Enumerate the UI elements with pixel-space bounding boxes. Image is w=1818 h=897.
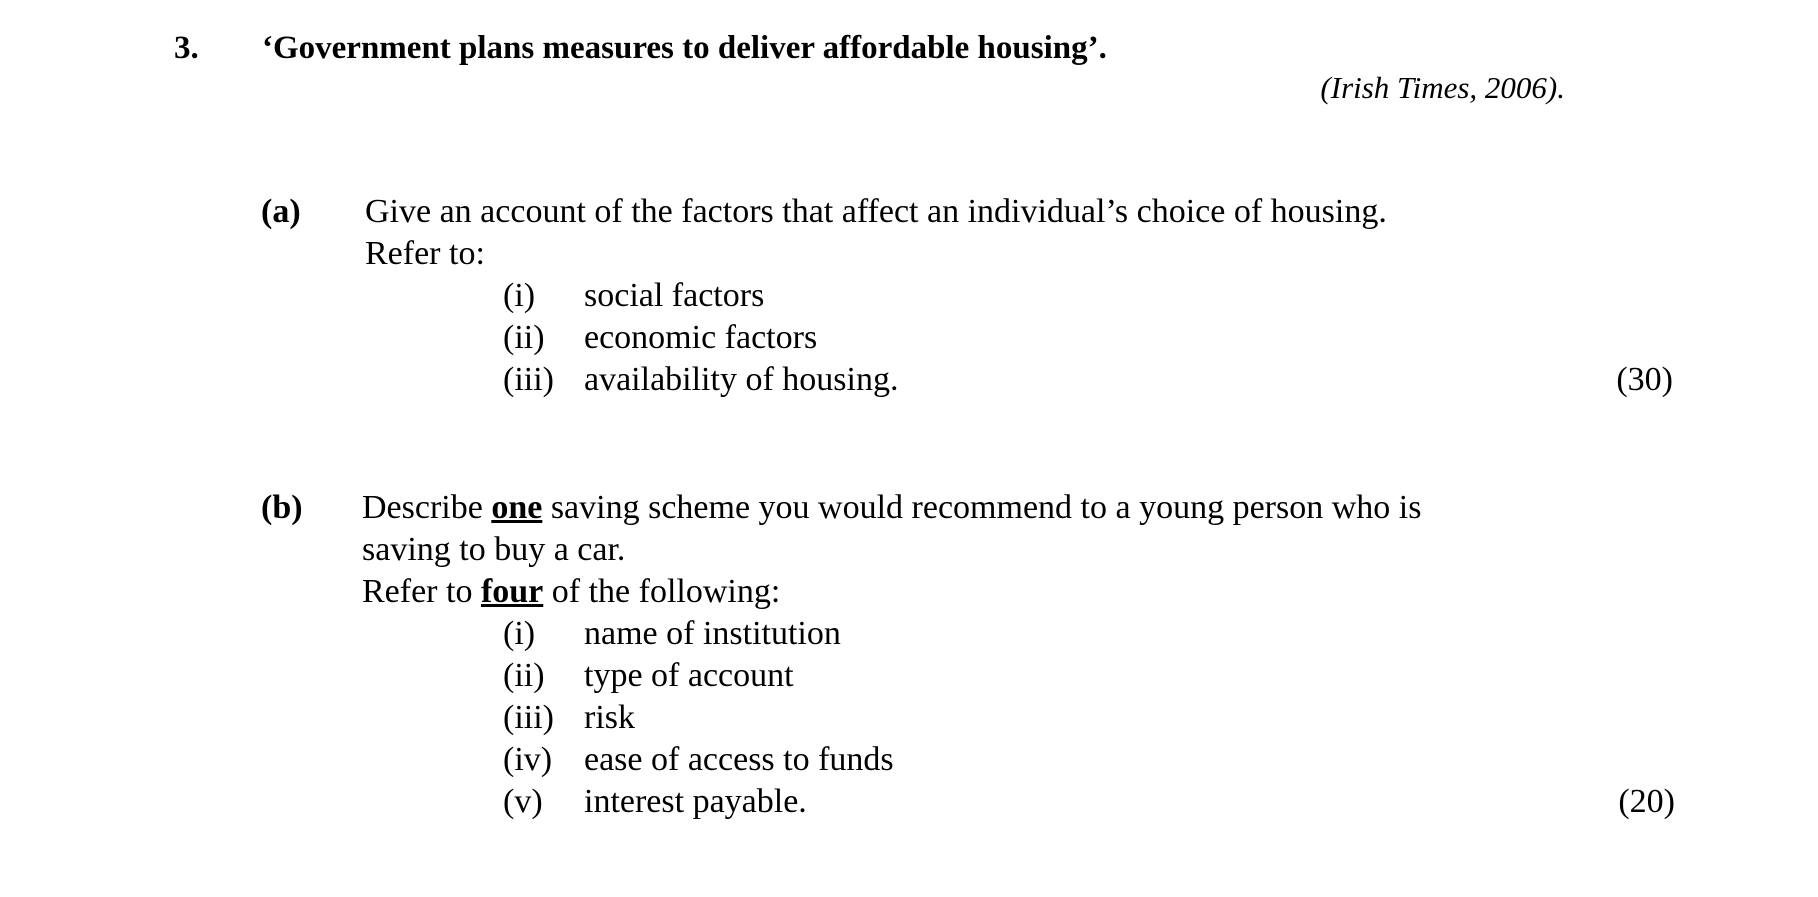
text: Refer to	[362, 573, 481, 610]
list-item-number: (ii)	[503, 319, 545, 356]
part-a-refer: Refer to:	[365, 235, 485, 272]
list-item-text: type of account	[584, 657, 794, 694]
list-item-number: (iii)	[503, 699, 554, 736]
emphasis-four: four	[480, 573, 544, 610]
list-item-text: ease of access to funds	[584, 741, 894, 778]
emphasis-one: one	[491, 489, 543, 526]
list-item-text: social factors	[584, 277, 765, 314]
part-a-marks: (30)	[1616, 361, 1673, 398]
list-item-number: (ii)	[503, 657, 545, 694]
text: saving scheme you would recommend to a young person who is	[542, 489, 1422, 526]
part-b-label: (b)	[261, 489, 303, 526]
part-a-label: (a)	[261, 193, 301, 230]
part-b-refer	[362, 572, 780, 612]
list-item-number: (v)	[503, 783, 543, 820]
list-item-text: name of institution	[584, 615, 841, 652]
list-item-text: risk	[584, 699, 635, 736]
text: Describe	[362, 489, 492, 526]
list-item-number: (i)	[503, 277, 536, 314]
list-item-text: availability of housing.	[584, 361, 899, 398]
text: of the following:	[543, 573, 781, 610]
list-item-number: (iii)	[503, 361, 554, 398]
list-item-number: (i)	[503, 615, 536, 652]
part-a-prompt: Give an account of the factors that affect an individual’s choice of housing.	[365, 193, 1387, 230]
list-item-text: interest payable.	[584, 783, 807, 820]
list-item-number: (iv)	[503, 741, 553, 778]
list-item-text: economic factors	[584, 319, 818, 356]
source-citation: (Irish Times, 2006).	[1320, 70, 1565, 105]
question-title: ‘Government plans measures to deliver affordable housing’.	[262, 30, 1107, 66]
part-b-prompt-line1	[362, 488, 1421, 528]
part-b-marks: (20)	[1618, 783, 1675, 820]
part-b-prompt-line2: saving to buy a car.	[362, 531, 626, 568]
question-number: 3.	[174, 30, 199, 66]
